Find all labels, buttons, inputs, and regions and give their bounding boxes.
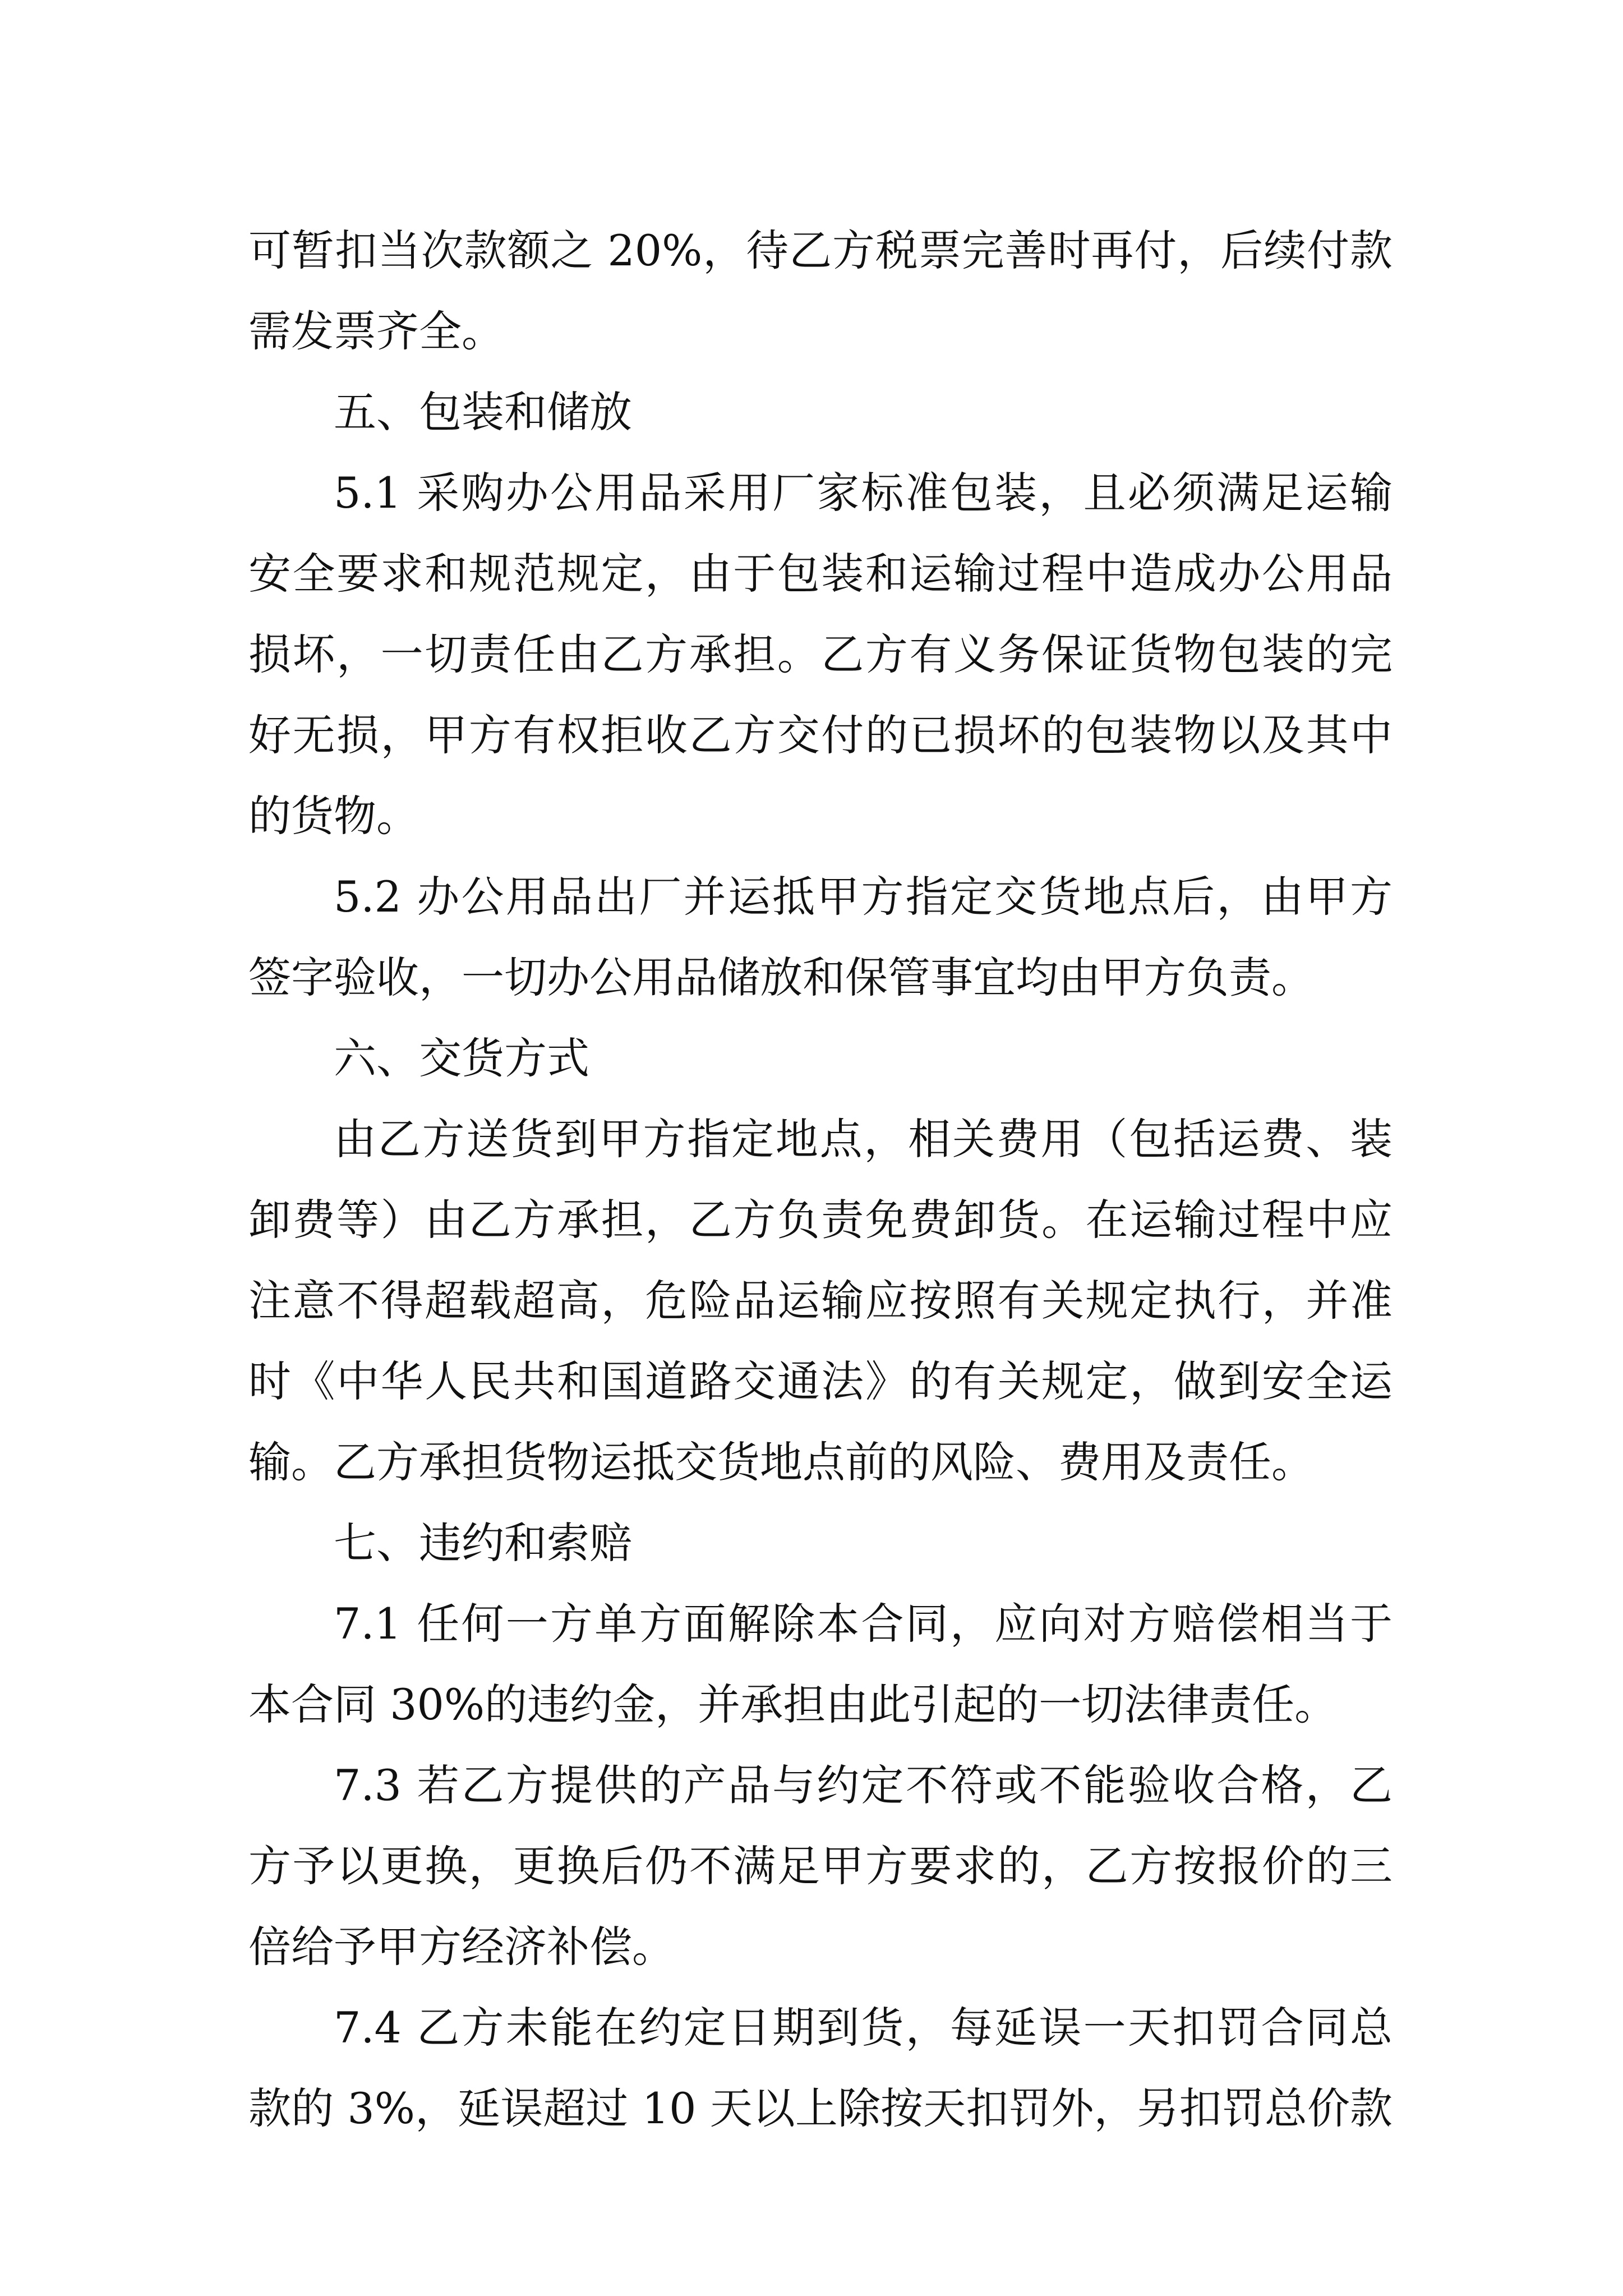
- text-line: 5.1 采购办公用品采用厂家标准包装，且必须满足运输: [334, 468, 1393, 518]
- text-line: 由乙方送货到甲方指定地点，相关费用（包括运费、装: [334, 1114, 1393, 1164]
- text-line: 7.4 乙方未能在约定日期到货，每延误一天扣罚合同总: [334, 2003, 1393, 2053]
- text-line: 时《中华人民共和国道路交通法》的有关规定，做到安全运: [248, 1356, 1393, 1406]
- text-line: 好无损，甲方有权拒收乙方交付的已损坏的包装物以及其中: [248, 710, 1393, 760]
- text-line: 卸费等）由乙方承担，乙方负责免费卸货。在运输过程中应: [248, 1195, 1393, 1245]
- text-line: 输。乙方承担货物运抵交货地点前的风险、费用及责任。: [248, 1437, 1314, 1487]
- text-line: 方予以更换，更换后仍不满足甲方要求的，乙方按报价的三: [248, 1841, 1393, 1891]
- text-line: 需发票齐全。: [248, 306, 504, 356]
- text-line: 可暂扣当次款额之 20%，待乙方税票完善时再付，后续付款: [248, 226, 1393, 275]
- text-line: 7.1 任何一方单方面解除本合同，应向对方赔偿相当于: [334, 1599, 1393, 1649]
- text-line: 签字验收，一切办公用品储放和保管事宜均由甲方负责。: [248, 953, 1314, 1002]
- section-heading: 五、包装和储放: [334, 387, 632, 437]
- text-line: 的货物。: [248, 791, 419, 841]
- text-line: 7.3 若乙方提供的产品与约定不符或不能验收合格，乙: [334, 1760, 1393, 1810]
- text-line: 注意不得超载超高，危险品运输应按照有关规定执行，并准: [248, 1276, 1393, 1326]
- text-line: 损坏，一切责任由乙方承担。乙方有义务保证货物包装的完: [248, 629, 1393, 679]
- text-line: 倍给予甲方经济补偿。: [248, 1922, 675, 1972]
- text-line: 5.2 办公用品出厂并运抵甲方指定交货地点后，由甲方: [334, 872, 1393, 922]
- section-heading: 六、交货方式: [334, 1033, 589, 1083]
- section-heading: 七、违约和索赔: [334, 1518, 632, 1568]
- text-line: 款的 3%，延误超过 10 天以上除按天扣罚外，另扣罚总价款: [248, 2083, 1393, 2133]
- text-line: 安全要求和规范规定，由于包装和运输过程中造成办公用品: [248, 549, 1393, 599]
- text-line: 本合同 30%的违约金，并承担由此引起的一切法律责任。: [248, 1680, 1338, 1729]
- document-body: [248, 210, 1393, 2149]
